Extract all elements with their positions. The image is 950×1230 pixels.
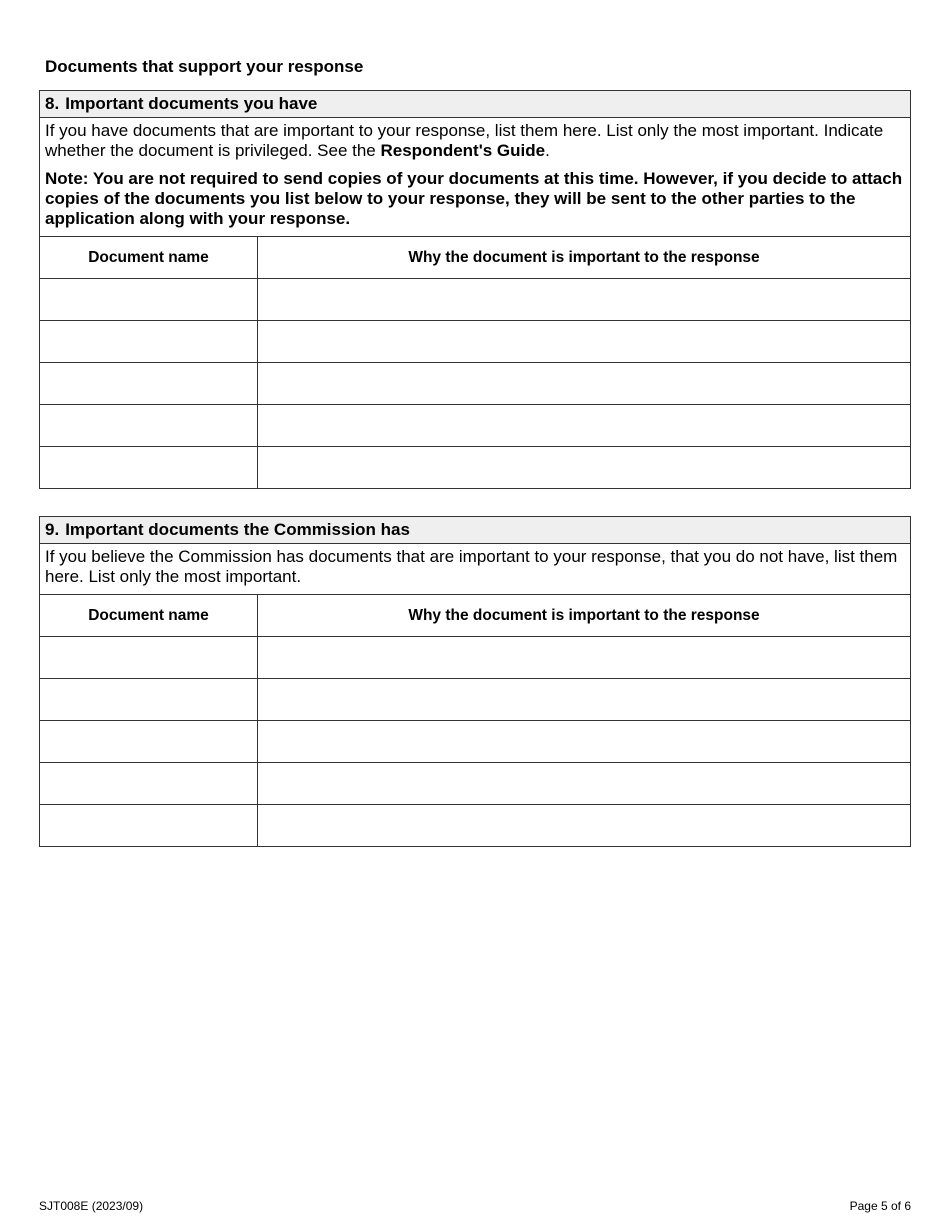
document-name-field[interactable] xyxy=(40,763,258,805)
section-9-intro-text: If you believe the Commission has documents that are important to your response, that you do not have, list them here. List only the most important. xyxy=(45,547,898,586)
document-reason-field[interactable] xyxy=(258,721,911,763)
table-row xyxy=(40,763,911,805)
document-name-field[interactable] xyxy=(40,721,258,763)
section-9-title-text: Important documents the Commission has xyxy=(65,520,410,539)
section-heading: Documents that support your response xyxy=(45,57,364,76)
section-8-table xyxy=(39,90,911,489)
section-8-intro-text: If you have documents that are important to your response, list them here. List only the most important. Indicate whether the document is privileged. See the xyxy=(45,121,884,160)
table-row xyxy=(40,805,911,847)
section-8-instructions xyxy=(40,118,911,237)
document-reason-field[interactable] xyxy=(258,405,911,447)
section-8-intro-end: . xyxy=(545,141,550,160)
section-8-title-text: Important documents you have xyxy=(65,94,318,113)
document-reason-field[interactable] xyxy=(258,763,911,805)
section-9-table xyxy=(39,516,911,847)
document-reason-field[interactable] xyxy=(258,637,911,679)
document-reason-field[interactable] xyxy=(258,447,911,489)
document-name-field[interactable] xyxy=(40,321,258,363)
document-reason-field[interactable] xyxy=(258,321,911,363)
document-name-field[interactable] xyxy=(40,679,258,721)
table-row xyxy=(40,363,911,405)
section-9-number: 9. xyxy=(45,520,60,539)
table-row xyxy=(40,321,911,363)
respondents-guide-reference: Respondent's Guide xyxy=(380,141,546,160)
table-row xyxy=(40,637,911,679)
section-9-instructions xyxy=(40,544,911,595)
document-reason-field[interactable] xyxy=(258,805,911,847)
table-row xyxy=(40,405,911,447)
section-8-note: Note: You are not required to send copies of your documents at this time. However, if you decide to attach copies of the documents you list below to your response, they will be sent to the other parties to the application along with your response. xyxy=(45,169,903,228)
document-name-field[interactable] xyxy=(40,637,258,679)
section-8-number: 8. xyxy=(45,94,60,113)
document-reason-field[interactable] xyxy=(258,279,911,321)
document-name-field[interactable] xyxy=(40,279,258,321)
document-reason-field[interactable] xyxy=(258,679,911,721)
section-9-title xyxy=(40,517,911,544)
table-row xyxy=(40,279,911,321)
table-row xyxy=(40,447,911,489)
form-code: SJT008E (2023/09) xyxy=(39,1199,144,1213)
column-header-reason: Why the document is important to the response xyxy=(258,595,911,637)
document-reason-field[interactable] xyxy=(258,363,911,405)
page-number: Page 5 of 6 xyxy=(849,1199,911,1213)
column-header-document-name: Document name xyxy=(40,237,258,279)
document-name-field[interactable] xyxy=(40,405,258,447)
section-8-title xyxy=(40,91,911,118)
column-header-reason: Why the document is important to the response xyxy=(258,237,911,279)
table-row xyxy=(40,679,911,721)
table-row xyxy=(40,721,911,763)
document-name-field[interactable] xyxy=(40,805,258,847)
document-name-field[interactable] xyxy=(40,447,258,489)
column-header-document-name: Document name xyxy=(40,595,258,637)
document-name-field[interactable] xyxy=(40,363,258,405)
